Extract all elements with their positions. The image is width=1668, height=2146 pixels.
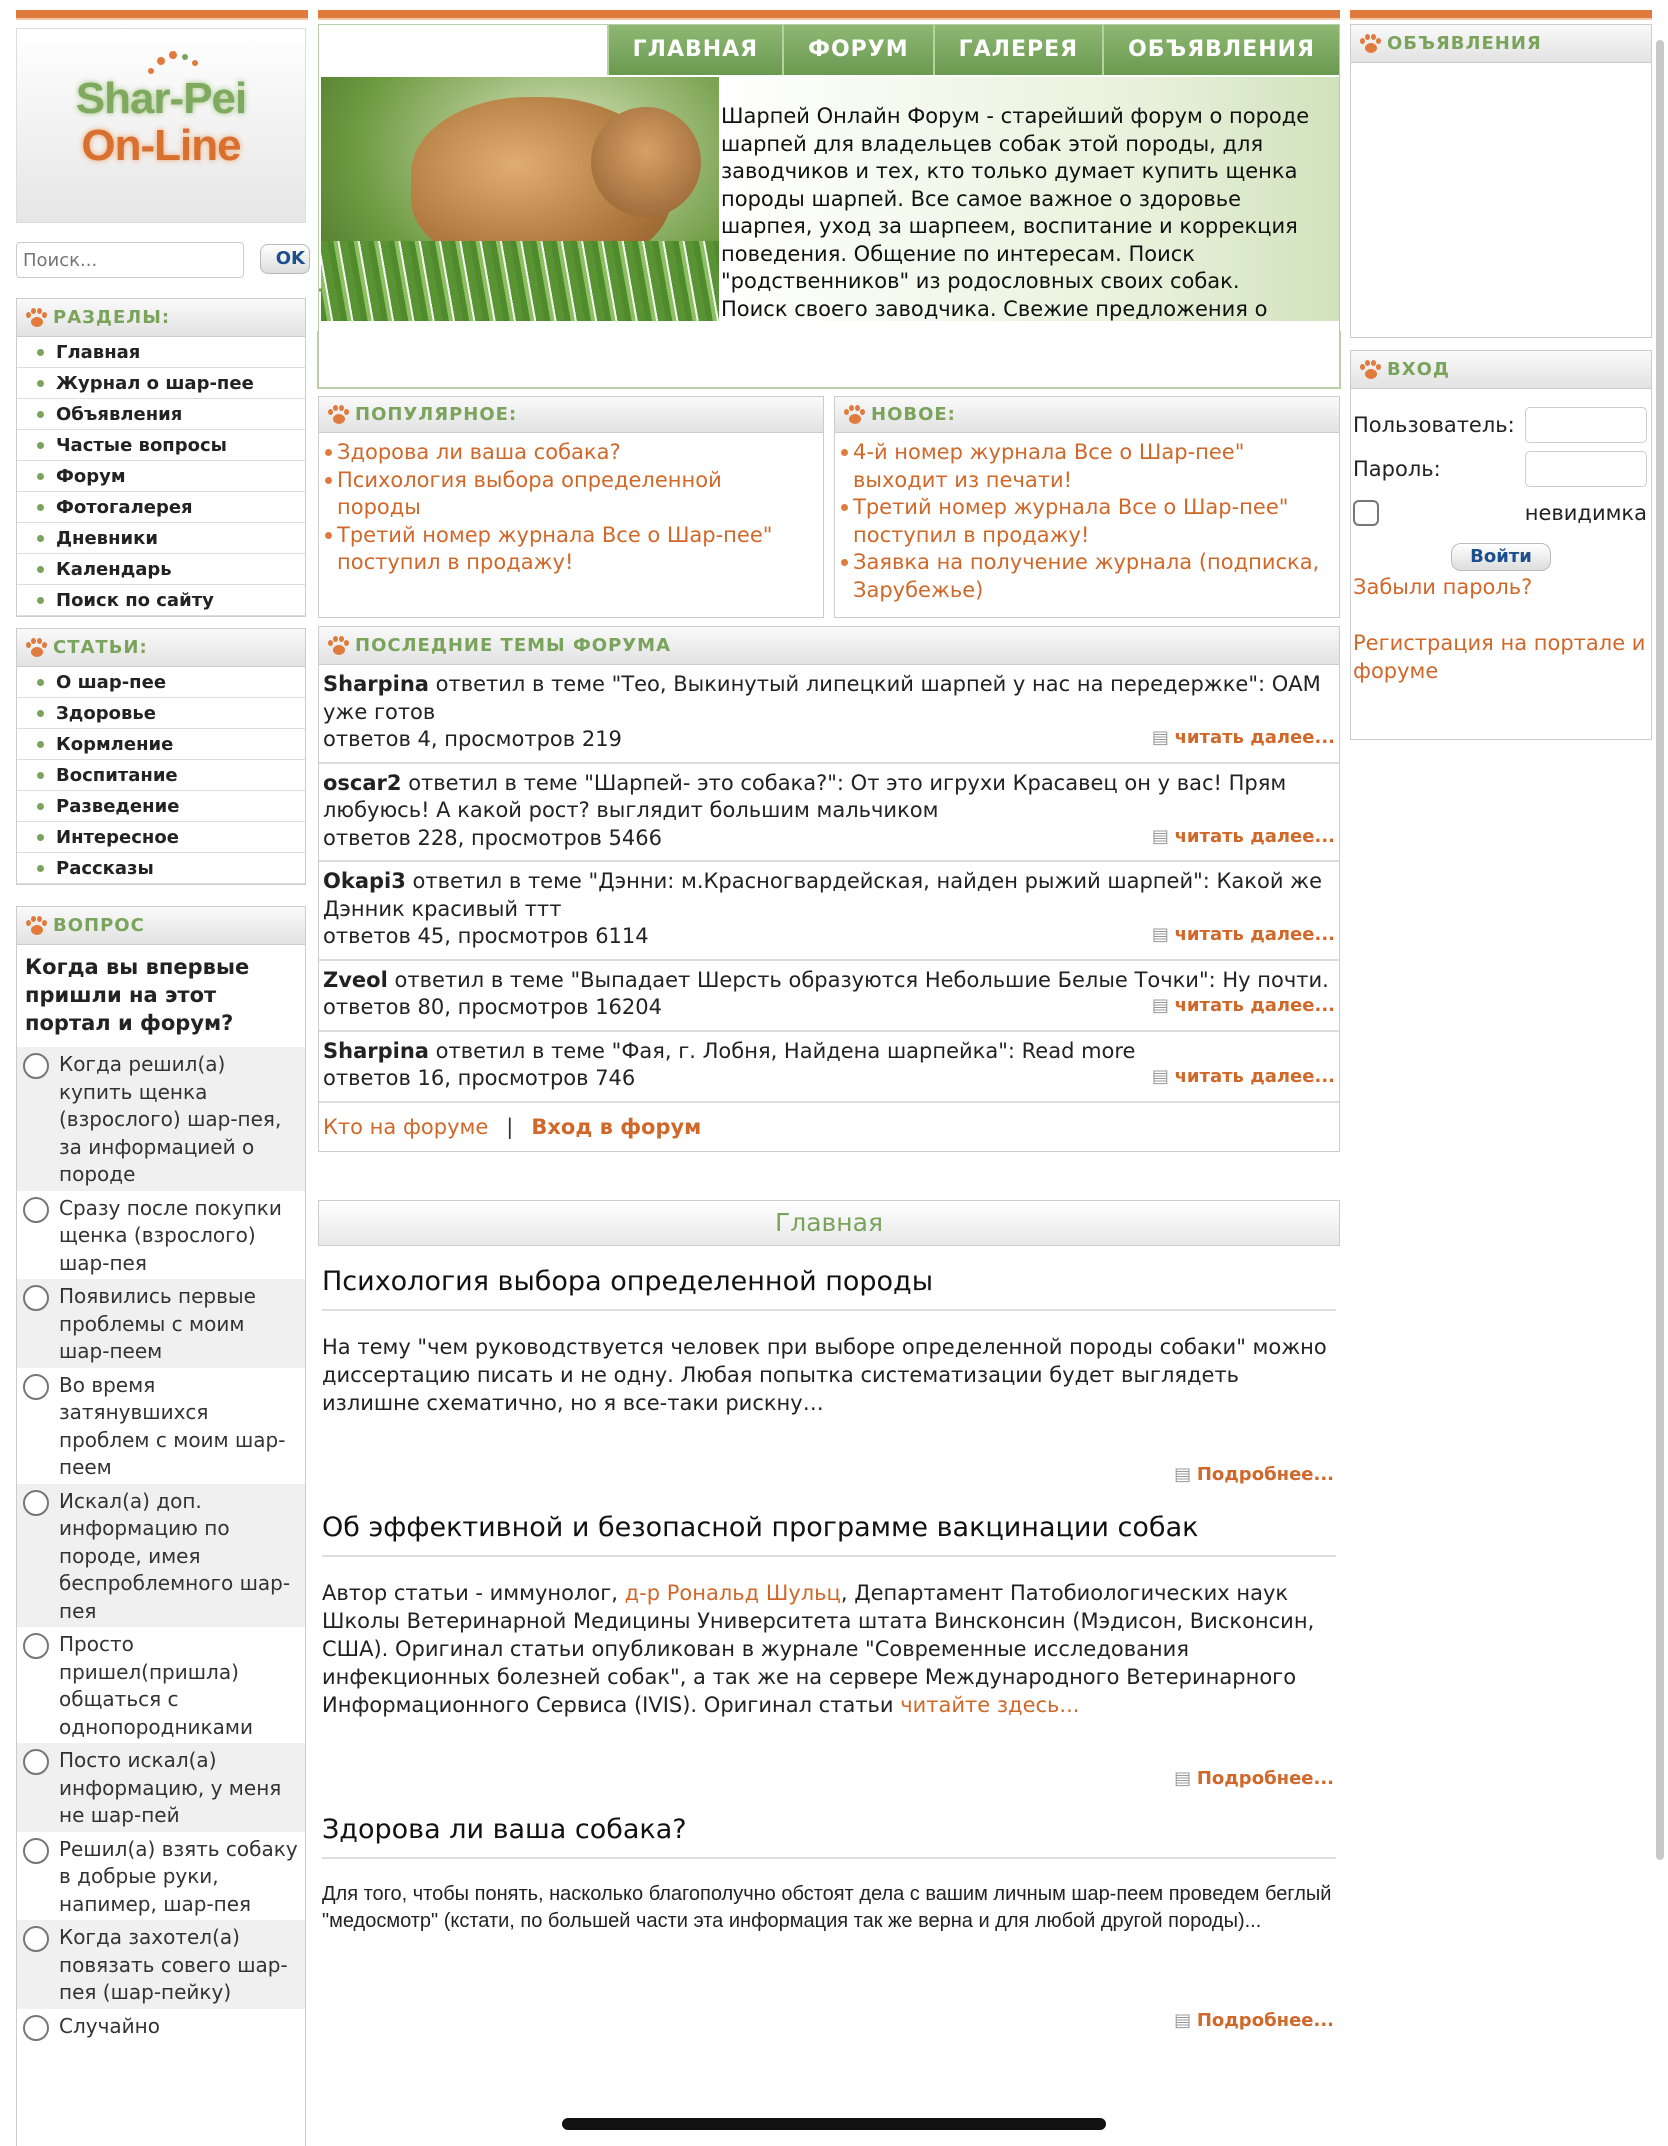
- paw-icon: [843, 405, 865, 425]
- poll-option-label: Искал(а) доп. информацию по породе, имея беспроблемного шар-пея: [59, 1488, 291, 1623]
- forum-topic[interactable]: ответил в теме "Тео, Выкинутый липецкий шарпей у нас на передержке": ОАМ уже готов: [323, 672, 1321, 724]
- login-header: [1351, 351, 1651, 389]
- new-list: [835, 433, 1339, 604]
- sections-title: РАЗДЕЛЫ:: [53, 307, 171, 328]
- nav-item[interactable]: Здоровье: [17, 698, 305, 729]
- hero-bottom-bar: [317, 331, 1341, 389]
- new-link[interactable]: 4-й номер журнала Все о Шар-пее" выходит из печати!: [853, 439, 1327, 494]
- nav-item[interactable]: Разведение: [17, 791, 305, 822]
- poll-box: [16, 906, 306, 2146]
- poll-option[interactable]: [17, 1743, 305, 1832]
- poll-option-label: Сразу после покупки щенка (взрослого) шар-пея: [59, 1195, 282, 1275]
- nav-item[interactable]: Объявления: [17, 399, 305, 430]
- login-button[interactable]: Войти: [1451, 543, 1551, 571]
- forum-user[interactable]: Sharpina: [323, 1038, 429, 1063]
- forum-topic[interactable]: ответил в теме "Фая, г. Лобня, Найдена шарпейка": Read more: [435, 1038, 1136, 1063]
- password-input[interactable]: [1525, 451, 1647, 487]
- forum-rows: [319, 665, 1339, 1103]
- ads-box: [1350, 24, 1652, 338]
- forum-stats: ответов 228, просмотров 5466: [323, 825, 662, 850]
- poll-option[interactable]: [17, 1920, 305, 2009]
- poll-option-label: Решил(а) взять собаку в добрые руки, напимер, шар-пея: [59, 1836, 298, 1916]
- radio-button[interactable]: [23, 2015, 49, 2041]
- paw-icon: [1359, 360, 1381, 380]
- radio-button[interactable]: [23, 1374, 49, 1400]
- forum-topic-row: [319, 961, 1339, 1032]
- menu-item[interactable]: ГАЛЕРЕЯ: [933, 25, 1102, 75]
- forum-stats: ответов 4, просмотров 219: [323, 727, 622, 751]
- nav-item[interactable]: Частые вопросы: [17, 430, 305, 461]
- popular-link[interactable]: Психология выбора определенной породы: [337, 467, 811, 522]
- forum-stats: ответов 80, просмотров 16204: [323, 995, 662, 1019]
- site-logo[interactable]: [16, 28, 306, 223]
- poll-options: [17, 1047, 305, 2043]
- forum-header: [319, 627, 1339, 665]
- forum-topic-text: [323, 770, 1335, 825]
- read-more-link[interactable]: ▤ читать далее...: [1152, 1063, 1335, 1091]
- forum-topic-row: [319, 1032, 1339, 1103]
- invisible-checkbox[interactable]: [1353, 500, 1379, 526]
- new-link[interactable]: Заявка на получение журнала (подписка, Зарубежье): [853, 549, 1327, 604]
- article-more-link[interactable]: ▤ Подробнее...: [1174, 1464, 1334, 1485]
- scrollbar[interactable]: [1656, 40, 1664, 1860]
- login-title: ВХОД: [1387, 359, 1450, 380]
- popular-list: [319, 433, 823, 577]
- new-box: [834, 396, 1340, 618]
- top-navigation: [607, 25, 1339, 75]
- poll-header: [17, 907, 305, 945]
- poll-option-label: Когда решил(а) купить щенка (взрослого) шар-пея, за информацией о породе: [59, 1052, 282, 1186]
- articles-menu-box: [16, 628, 306, 885]
- popular-link[interactable]: Третий номер журнала Все о Шар-пее" поступил в продажу!: [337, 522, 811, 577]
- menu-item[interactable]: ФОРУМ: [782, 25, 933, 75]
- main-column: [318, 24, 1340, 2031]
- popular-link[interactable]: Здорова ли ваша собака?: [337, 439, 811, 467]
- forum-topics-box: [318, 626, 1340, 1152]
- hero-banner: [318, 24, 1340, 336]
- forum-topic-text: [323, 967, 1335, 995]
- paw-icon: [327, 405, 349, 425]
- forum-links-separator: |: [506, 1114, 514, 1139]
- poll-option-label: Появились первые проблемы с моим шар-пеем: [59, 1284, 256, 1363]
- forum-user[interactable]: Sharpina: [323, 672, 429, 696]
- radio-button[interactable]: [23, 1490, 49, 1516]
- popular-title: ПОПУЛЯРНОЕ:: [355, 404, 518, 425]
- article-text: На тему "чем руководствуется человек при выборе определенной породы собаки" можно диссертацию писать и не одну. Любая попытка систематизации будет выглядеть излишне схематично, но я все-таки рискну…: [322, 1335, 1327, 1415]
- right-column: [1350, 24, 1652, 740]
- login-box: [1350, 350, 1652, 740]
- original-link[interactable]: читайте здесь...: [900, 1693, 1080, 1717]
- poll-title: ВОПРОС: [53, 915, 145, 936]
- forum-topic-row: [319, 764, 1339, 863]
- enter-forum-link[interactable]: Вход в форум: [531, 1114, 702, 1139]
- forum-topic[interactable]: ответил в теме "Выпадает Шерсть образуются Небольшие Белые Точки": Ну почти.: [394, 967, 1329, 992]
- forum-title: ПОСЛЕДНИЕ ТЕМЫ ФОРУМА: [355, 635, 672, 656]
- paw-icon: [25, 916, 47, 936]
- radio-button[interactable]: [23, 1633, 49, 1659]
- forum-topic-row: [319, 862, 1339, 961]
- ads-title: ОБЪЯВЛЕНИЯ: [1387, 33, 1542, 54]
- invisible-label: невидимка: [1524, 501, 1647, 525]
- invisible-row: [1351, 491, 1651, 535]
- paw-icon: [25, 638, 47, 658]
- top-accent-mid: [318, 10, 1340, 20]
- paw-icon: [25, 308, 47, 328]
- logo-text-2: On-Line: [81, 121, 241, 170]
- article-text-part: Автор статьи - иммунолог,: [322, 1581, 625, 1605]
- sections-list: [17, 337, 305, 616]
- read-more-link[interactable]: ▤ читать далее...: [1152, 823, 1335, 851]
- read-more-link[interactable]: ▤ читать далее...: [1152, 921, 1335, 949]
- nav-item[interactable]: Воспитание: [17, 760, 305, 791]
- username-input[interactable]: [1525, 407, 1647, 443]
- radio-button[interactable]: [23, 1749, 49, 1775]
- nav-item[interactable]: Форум: [17, 461, 305, 492]
- hero-description: Шарпей Онлайн Форум - старейший форум о породе шарпей для владельцев собак этой породы, для заводчиков и тех, кто только думает купить щенка породы шарпей. Все самое важное о здоровье шарпея, уход за шарпеем, воспитание и коррекция поведения. Общение по интересам. Поиск "родственников" из родословных своих собак. Поиск своего заводчика. Свежие предложения о: [721, 104, 1310, 321]
- radio-button[interactable]: [23, 1197, 49, 1223]
- sections-box: [16, 298, 306, 617]
- article-text: [322, 1579, 1336, 1719]
- radio-button[interactable]: [23, 1926, 49, 1952]
- poll-option-label: Когда захотел(а) повязать совего шар-пея (шар-пейку): [59, 1925, 288, 2004]
- article-1: [322, 1266, 1336, 1485]
- home-indicator[interactable]: [562, 2118, 1106, 2130]
- forum-topic-text: [323, 1038, 1335, 1066]
- poll-option[interactable]: [17, 1484, 305, 1628]
- nav-item[interactable]: Рассказы: [17, 853, 305, 884]
- author-link[interactable]: д-р Рональд Шульц: [624, 1581, 841, 1605]
- nav-item[interactable]: Дневники: [17, 523, 305, 554]
- nav-item[interactable]: Главная: [17, 337, 305, 368]
- read-more-link[interactable]: ▤ читать далее...: [1152, 724, 1335, 752]
- password-label: Пароль:: [1353, 457, 1441, 481]
- sharpei-photo: [321, 77, 719, 321]
- top-accent-left: [16, 10, 308, 20]
- poll-option[interactable]: [17, 1279, 305, 1368]
- article-title[interactable]: Об эффективной и безопасной программе вакцинации собак: [322, 1512, 1336, 1557]
- poll-option[interactable]: [17, 1627, 305, 1743]
- logo-text-1: Shar-Pei: [75, 74, 247, 123]
- new-link[interactable]: Третий номер журнала Все о Шар-пее" поступил в продажу!: [853, 494, 1327, 549]
- poll-option[interactable]: [17, 1047, 305, 1191]
- article-more-link[interactable]: ▤ Подробнее...: [1174, 2010, 1334, 2031]
- popular-box: [318, 396, 824, 618]
- top-accent-right: [1350, 10, 1652, 20]
- forum-topic[interactable]: ответил в теме "Дэнни: м.Красногвардейская, найден рыжий шарпей": Какой же Дэнник красивый ттт: [323, 869, 1322, 921]
- articles-menu-list: [17, 667, 305, 884]
- new-header: [835, 397, 1339, 433]
- article-text: Для того, чтобы понять, насколько благополучно обстоят дела с вашим личным шар-пеем проведем беглый "медосмотр" (кстати, по большей части эта информация так же верна и для любой другой породы)...: [322, 1883, 1332, 1932]
- radio-button[interactable]: [23, 1838, 49, 1864]
- read-more-link[interactable]: ▤ читать далее...: [1152, 992, 1335, 1020]
- articles-menu-header: [17, 629, 305, 667]
- forum-topic[interactable]: ответил в теме "Шарпей- это собака?": От это игрухи Красавец он у вас! Прям любуюсь! А какой рост? выглядит большим мальчиком: [323, 770, 1287, 822]
- nav-item[interactable]: Журнал о шар-пее: [17, 368, 305, 399]
- menu-item[interactable]: ГЛАВНАЯ: [607, 25, 782, 75]
- username-label: Пользователь:: [1353, 413, 1515, 437]
- ads-header: [1351, 25, 1651, 63]
- popular-header: [319, 397, 823, 433]
- nav-item[interactable]: О шар-пее: [17, 667, 305, 698]
- forgot-password-link[interactable]: Забыли пароль?: [1353, 575, 1533, 599]
- paw-icon: [327, 636, 349, 656]
- forum-user[interactable]: Zveol: [323, 967, 388, 992]
- nav-item[interactable]: Календарь: [17, 554, 305, 585]
- forum-topic-text: [323, 671, 1335, 726]
- password-row: [1351, 447, 1651, 491]
- main-heading: Главная: [318, 1200, 1340, 1246]
- nav-item[interactable]: Интересное: [17, 822, 305, 853]
- username-row: [1351, 403, 1651, 447]
- search-input[interactable]: [16, 242, 244, 278]
- nav-item[interactable]: Кормление: [17, 729, 305, 760]
- forum-stats: ответов 16, просмотров 746: [323, 1066, 636, 1090]
- poll-option-label: Случайно: [59, 2013, 160, 2038]
- radio-button[interactable]: [23, 1285, 49, 1311]
- poll-option-label: Просто пришел(пришла) общаться с однопородниками: [59, 1632, 253, 1739]
- search-form: [16, 242, 306, 282]
- poll-option[interactable]: [17, 1191, 305, 1280]
- forum-user[interactable]: oscar2: [323, 770, 402, 795]
- article-2: [322, 1512, 1336, 1789]
- nav-item[interactable]: Фотогалерея: [17, 492, 305, 523]
- article-3: [322, 1814, 1336, 2031]
- forum-stats: ответов 45, просмотров 6114: [323, 924, 649, 948]
- forum-topic-text: [323, 868, 1335, 923]
- article-title[interactable]: Психология выбора определенной породы: [322, 1266, 1336, 1311]
- left-column: [16, 28, 306, 2038]
- poll-question: Когда вы впервые пришли на этот портал и форум?: [25, 955, 250, 1035]
- sections-header: [17, 299, 305, 337]
- forum-links: [319, 1103, 1339, 1151]
- poll-option[interactable]: [17, 1832, 305, 1921]
- who-online-link[interactable]: Кто на форуме: [323, 1114, 489, 1139]
- forum-topic-row: [319, 665, 1339, 764]
- menu-item[interactable]: ОБЪЯВЛЕНИЯ: [1102, 25, 1339, 75]
- article-title[interactable]: Здорова ли ваша собака?: [322, 1814, 1336, 1859]
- forum-user[interactable]: Okapi3: [323, 869, 406, 893]
- paw-icon: [1359, 34, 1381, 54]
- articles-menu-title: СТАТЬИ:: [53, 637, 148, 658]
- poll-option[interactable]: [17, 1368, 305, 1484]
- register-link[interactable]: Регистрация на портале и форуме: [1353, 631, 1646, 683]
- poll-option[interactable]: [17, 2009, 305, 2043]
- radio-button[interactable]: [23, 1053, 49, 1079]
- new-title: НОВОЕ:: [871, 404, 956, 425]
- nav-item[interactable]: Поиск по сайту: [17, 585, 305, 616]
- poll-option-label: Во время затянувшихся проблем с моим шар-пеем: [59, 1372, 286, 1479]
- article-more-link[interactable]: ▤ Подробнее...: [1174, 1768, 1334, 1789]
- poll-option-label: Посто искал(а) информацию, у меня не шар-пей: [59, 1748, 282, 1827]
- article-text-part: , Департамент Патобиологических наук Школы Ветеринарной Медицины Университета штата Винсконсин (Мэдисон, Висконсин, США). Оригинал статьи опубликован в журнале "Современные исследования инфекционных болезней собак", а так же на сервере Международного Ветеринарного Информационного Сервиса (IVIS). Оригинал статьи: [322, 1581, 1315, 1717]
- search-button[interactable]: OK: [260, 244, 310, 274]
